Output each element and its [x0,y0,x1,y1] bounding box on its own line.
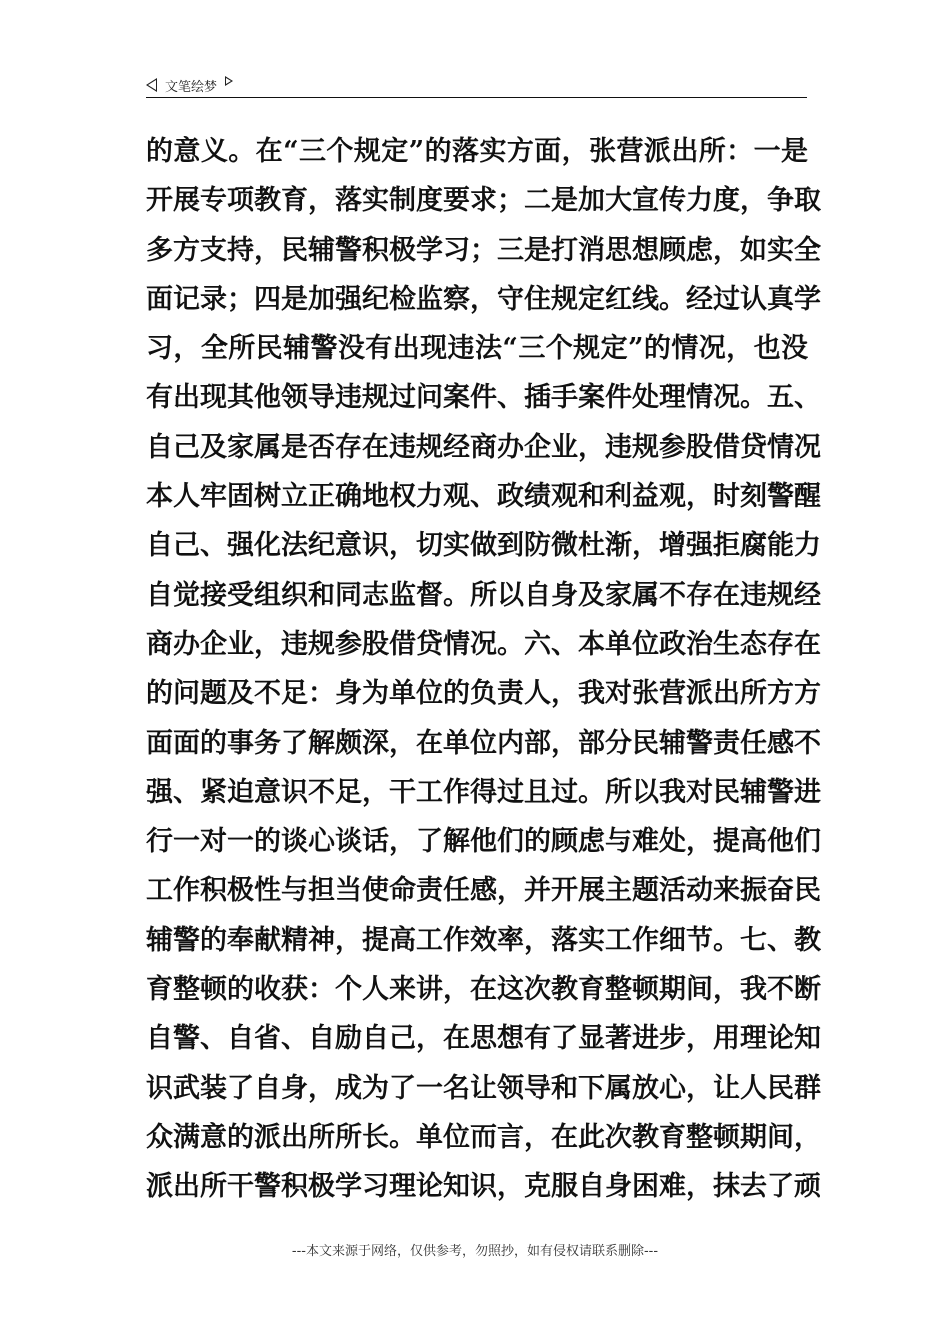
body-line: 面面的事务了解颇深，在单位内部，部分民辅警责任感不 [146,727,821,759]
body-line: 商办企业，违规参股借贷情况。六、本单位政治生态存在 [146,628,821,660]
body-line: 本人牢固树立正确地权力观、政绩观和利益观，时刻警醒 [146,481,821,513]
triangle-left-icon [146,78,157,92]
body-line: 育整顿的收获：个人来讲，在这次教育整顿期间，我不断 [146,974,821,1006]
body-line: 多方支持，民辅警积极学习；三是打消思想顾虑，如实全 [146,234,821,266]
body-line: 自己、强化法纪意识，切实做到防微杜渐，增强拒腐能力 [146,530,821,562]
body-line: 工作积极性与担当使命责任感，并开展主题活动来振奋民 [146,875,821,907]
body-line: 派出所干警积极学习理论知识，克服自身困难，抹去了顽 [146,1171,821,1203]
body-line: 的意义。在“三个规定”的落实方面，张营派出所：一是 [146,136,808,167]
body-line: 面记录；四是加强纪检监察，守住规定红线。经过认真学 [146,283,821,315]
footer-disclaimer: ---本文来源于网络，仅供参考，勿照抄，如有侵权请联系删除--- [291,1244,659,1259]
body-line: 有出现其他领导违规过问案件、插手案件处理情况。五、 [146,382,821,414]
body-line: 众满意的派出所所长。单位而言，在此次教育整顿期间， [146,1121,821,1153]
page-header [146,74,806,96]
body-line: 自己及家属是否存在违规经商办企业，违规参股借贷情况 [146,431,821,463]
body-line: 开展专项教育，落实制度要求；二是加大宣传力度，争取 [146,185,821,217]
body-line: 习，全所民辅警没有出现违法“三个规定”的情况，也没 [146,333,808,365]
body-line: 行一对一的谈心谈话，了解他们的顾虑与难处，提高他们 [146,826,821,858]
triangle-right-icon [225,76,233,86]
header-title: 文笔绘梦 [165,79,218,95]
body-line: 自觉接受组织和同志监督。所以自身及家属不存在违规经 [146,579,821,611]
header-divider [146,97,807,98]
body-line: 强、紧迫意识不足，干工作得过且过。所以我对民辅警进 [146,776,821,808]
body-line: 辅警的奉献精神，提高工作效率，落实工作细节。七、教 [146,924,821,956]
body-line: 自警、自省、自励自己，在思想有了显著进步，用理论知 [146,1023,821,1055]
body-line: 识武装了自身，成为了一名让领导和下属放心，让人民群 [146,1072,821,1104]
body-line: 的问题及不足：身为单位的负责人，我对张营派出所方方 [146,678,821,710]
document-body [146,127,821,1212]
